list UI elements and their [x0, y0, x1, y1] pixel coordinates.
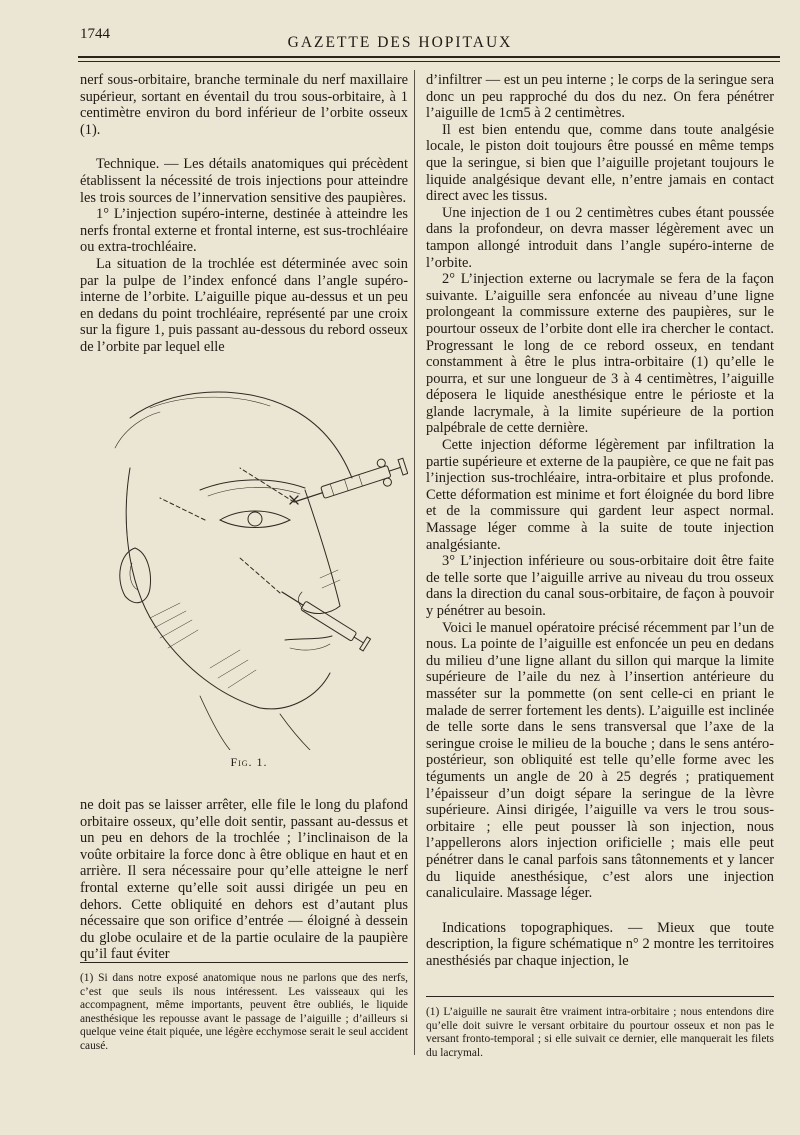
footnote-rule — [80, 962, 408, 963]
paragraph: 1° L’injection supéro-interne, destinée à atteindre les nerfs frontal externe et frontal interne, est sus-trochléaire ou extra-trochléaire. — [80, 206, 408, 256]
header-rule — [78, 56, 780, 58]
header-rule-thin — [78, 61, 780, 62]
paragraph: 3° L’injection inférieure ou sous-orbitaire doit être faite de telle sorte que l’aiguille arrive au niveau du trou osseux dans la direction du canal sous-orbitaire, de façon à pouvoir y pénétrer au besoin. — [426, 553, 774, 619]
paragraph: Technique. — Les détails anatomiques qui précèdent établissent la nécessité de trois injections pour atteindre les trois sources de l’innervation sensitive des paupières. — [80, 156, 408, 206]
paragraph: ne doit pas se laisser arrêter, elle file le long du plafond orbitaire osseux, qu’elle doit sentir, passant au-dessus et un peu en dehors de la trochlée ; l’inclinaison de la voûte orbitaire la force donc à être oblique en haut et en arrière. Il sera nécessaire pour qu’elle atteigne le nerf frontal externe qu’elle soit aussi dirigée un peu en dehors. Cette obliquité en dehors est d’autant plus nécessaire que son orifice d’entrée — éloigné à dessein du globe oculaire et de la partie oculaire de la paupière qu’il faut éviter — [80, 797, 408, 963]
paragraph: d’infiltrer — est un peu interne ; le corps de la seringue sera donc un peu rapproché du dos du nez. On fera pénétrer l’aiguille de 1cm5 à 2 centimètres. — [426, 72, 774, 122]
footnote-right: (1) L’aiguille ne saurait être vraiment intra-orbitaire ; nous entendons dire qu’elle doit suivre le versant orbitaire du pourtour osseux et non pas le versant fronto-temporal ; si elle suivait ce dernier, elle manquerait les filets du lacrymal. — [426, 1006, 774, 1059]
figure-1 — [90, 378, 408, 773]
paragraph: La situation de la trochlée est déterminée avec soin par la pulpe de l’index enfoncé dans l’angle supéro-interne de l’orbite. L’aiguille pique au-dessus et un peu en dedans du point trochléaire, représenté par une croix sur la figure 1, puis passant au-dessous du rebord osseux de l’orbite par lequel elle — [80, 255, 408, 355]
face-injection-illustration — [90, 378, 408, 750]
figure-caption: Fig. 1. — [230, 755, 268, 769]
paragraph: Cette injection déforme légèrement par infiltration la partie supérieure et externe de la paupière, ce que ne fait pas l’injection sus-trochléaire, intra-orbitaire et plus profonde. Cette déformation est minime et fort éloignée du bord libre et de la commissure qui gardent leur aspect normal. Massage léger comme à la suite de toute injection analgésiante. — [426, 437, 774, 553]
paragraph: Voici le manuel opératoire précisé récemment par l’un de nous. La pointe de l’aiguille est enfoncée un peu en dedans du milieu d’une ligne allant du sillon qui marque la limite supérieure de l’aile du nez à l’insertion antérieure du masséter sur la pommette (on sent celle-ci en priant le malade de serrer fortement les dents). L’aiguille est inclinée de telle sorte dans le sens transversal que l’axe de la seringue croise le milieu de la bouche ; dans le sens antéro-postérieur, son obliquité est telle qu’elle forme avec les téguments un angle de 20 à 25 degrés ; pratiquement l’épaisseur d’un doigt sépare la seringue de la lèvre supérieure. Ainsi dirigée, l’aiguille va vers le trou sous-orbitaire ; elle peut pousser là son injection, nous l’appellerons alors injection orificielle ; mais elle peut pénétrer dans le canal parfois sans tâtonnements et y lancer du liquide anesthésique, c’est alors une injection canaliculaire. Massage léger. — [426, 619, 774, 902]
paragraph: Indications topographiques. — Mieux que toute description, la figure schématique n° 2 montre les territoires anesthésiés par chaque injection, le — [426, 919, 774, 969]
footnote-left: (1) Si dans notre exposé anatomique nous ne parlons que des nerfs, c’est que seuls ils nous intéressent. Les vaisseaux qui les accompagnent, même importants, peuvent être oubliés, le liquide anesthésique les repousse avant le passage de l’aiguille ; d’ailleurs si quelque veine était piquée, une légère ecchymose serait le seul accident causé. — [80, 972, 408, 1052]
paragraph: Une injection de 1 ou 2 centimètres cubes étant poussée dans la profondeur, on devra masser légèrement avec un tampon allongé introduit dans l’angle supéro-interne de l’orbite. — [426, 204, 774, 271]
running-head: GAZETTE DES HOPITAUX — [287, 34, 513, 51]
paragraph: Il est bien entendu que, comme dans toute analgésie locale, le piston doit toujours être poussé en même temps que la seringue, si bien que l’aiguille projetant toujours le liquide analgésique devant elle, n’entre jamais en contact direct avec les tissus. — [426, 121, 774, 205]
footnote-rule — [426, 996, 774, 997]
right-column — [426, 72, 774, 969]
paragraph: nerf sous-orbitaire, branche terminale du nerf maxillaire supérieur, sortant en éventail du trou sous-orbitaire, à 1 centimètre environ du bord inférieur de l’orbite osseux (1). — [80, 72, 408, 138]
left-column-top — [80, 72, 408, 356]
page-number: 1744 — [80, 26, 110, 42]
left-column-bottom — [80, 797, 408, 963]
column-separator — [414, 70, 415, 1055]
paragraph: 2° L’injection externe ou lacrymale se fera de la façon suivante. L’aiguille sera enfoncée au niveau d’une ligne prolongeant la commissure externe des paupières, sur le pourtour osseux de l’orbite dont elle ira chercher le contact. Progressant le long de ce rebord osseux, en tendant constamment à être le plus intra-orbitaire (1) qu’elle le pourra, et sur une longueur de 3 à 4 centimètres, l’aiguille déposera le liquide anesthésique entre le périoste et la glande lacrymale, à la limite supérieure de la portion palpébrale de cette dernière. — [426, 271, 774, 437]
